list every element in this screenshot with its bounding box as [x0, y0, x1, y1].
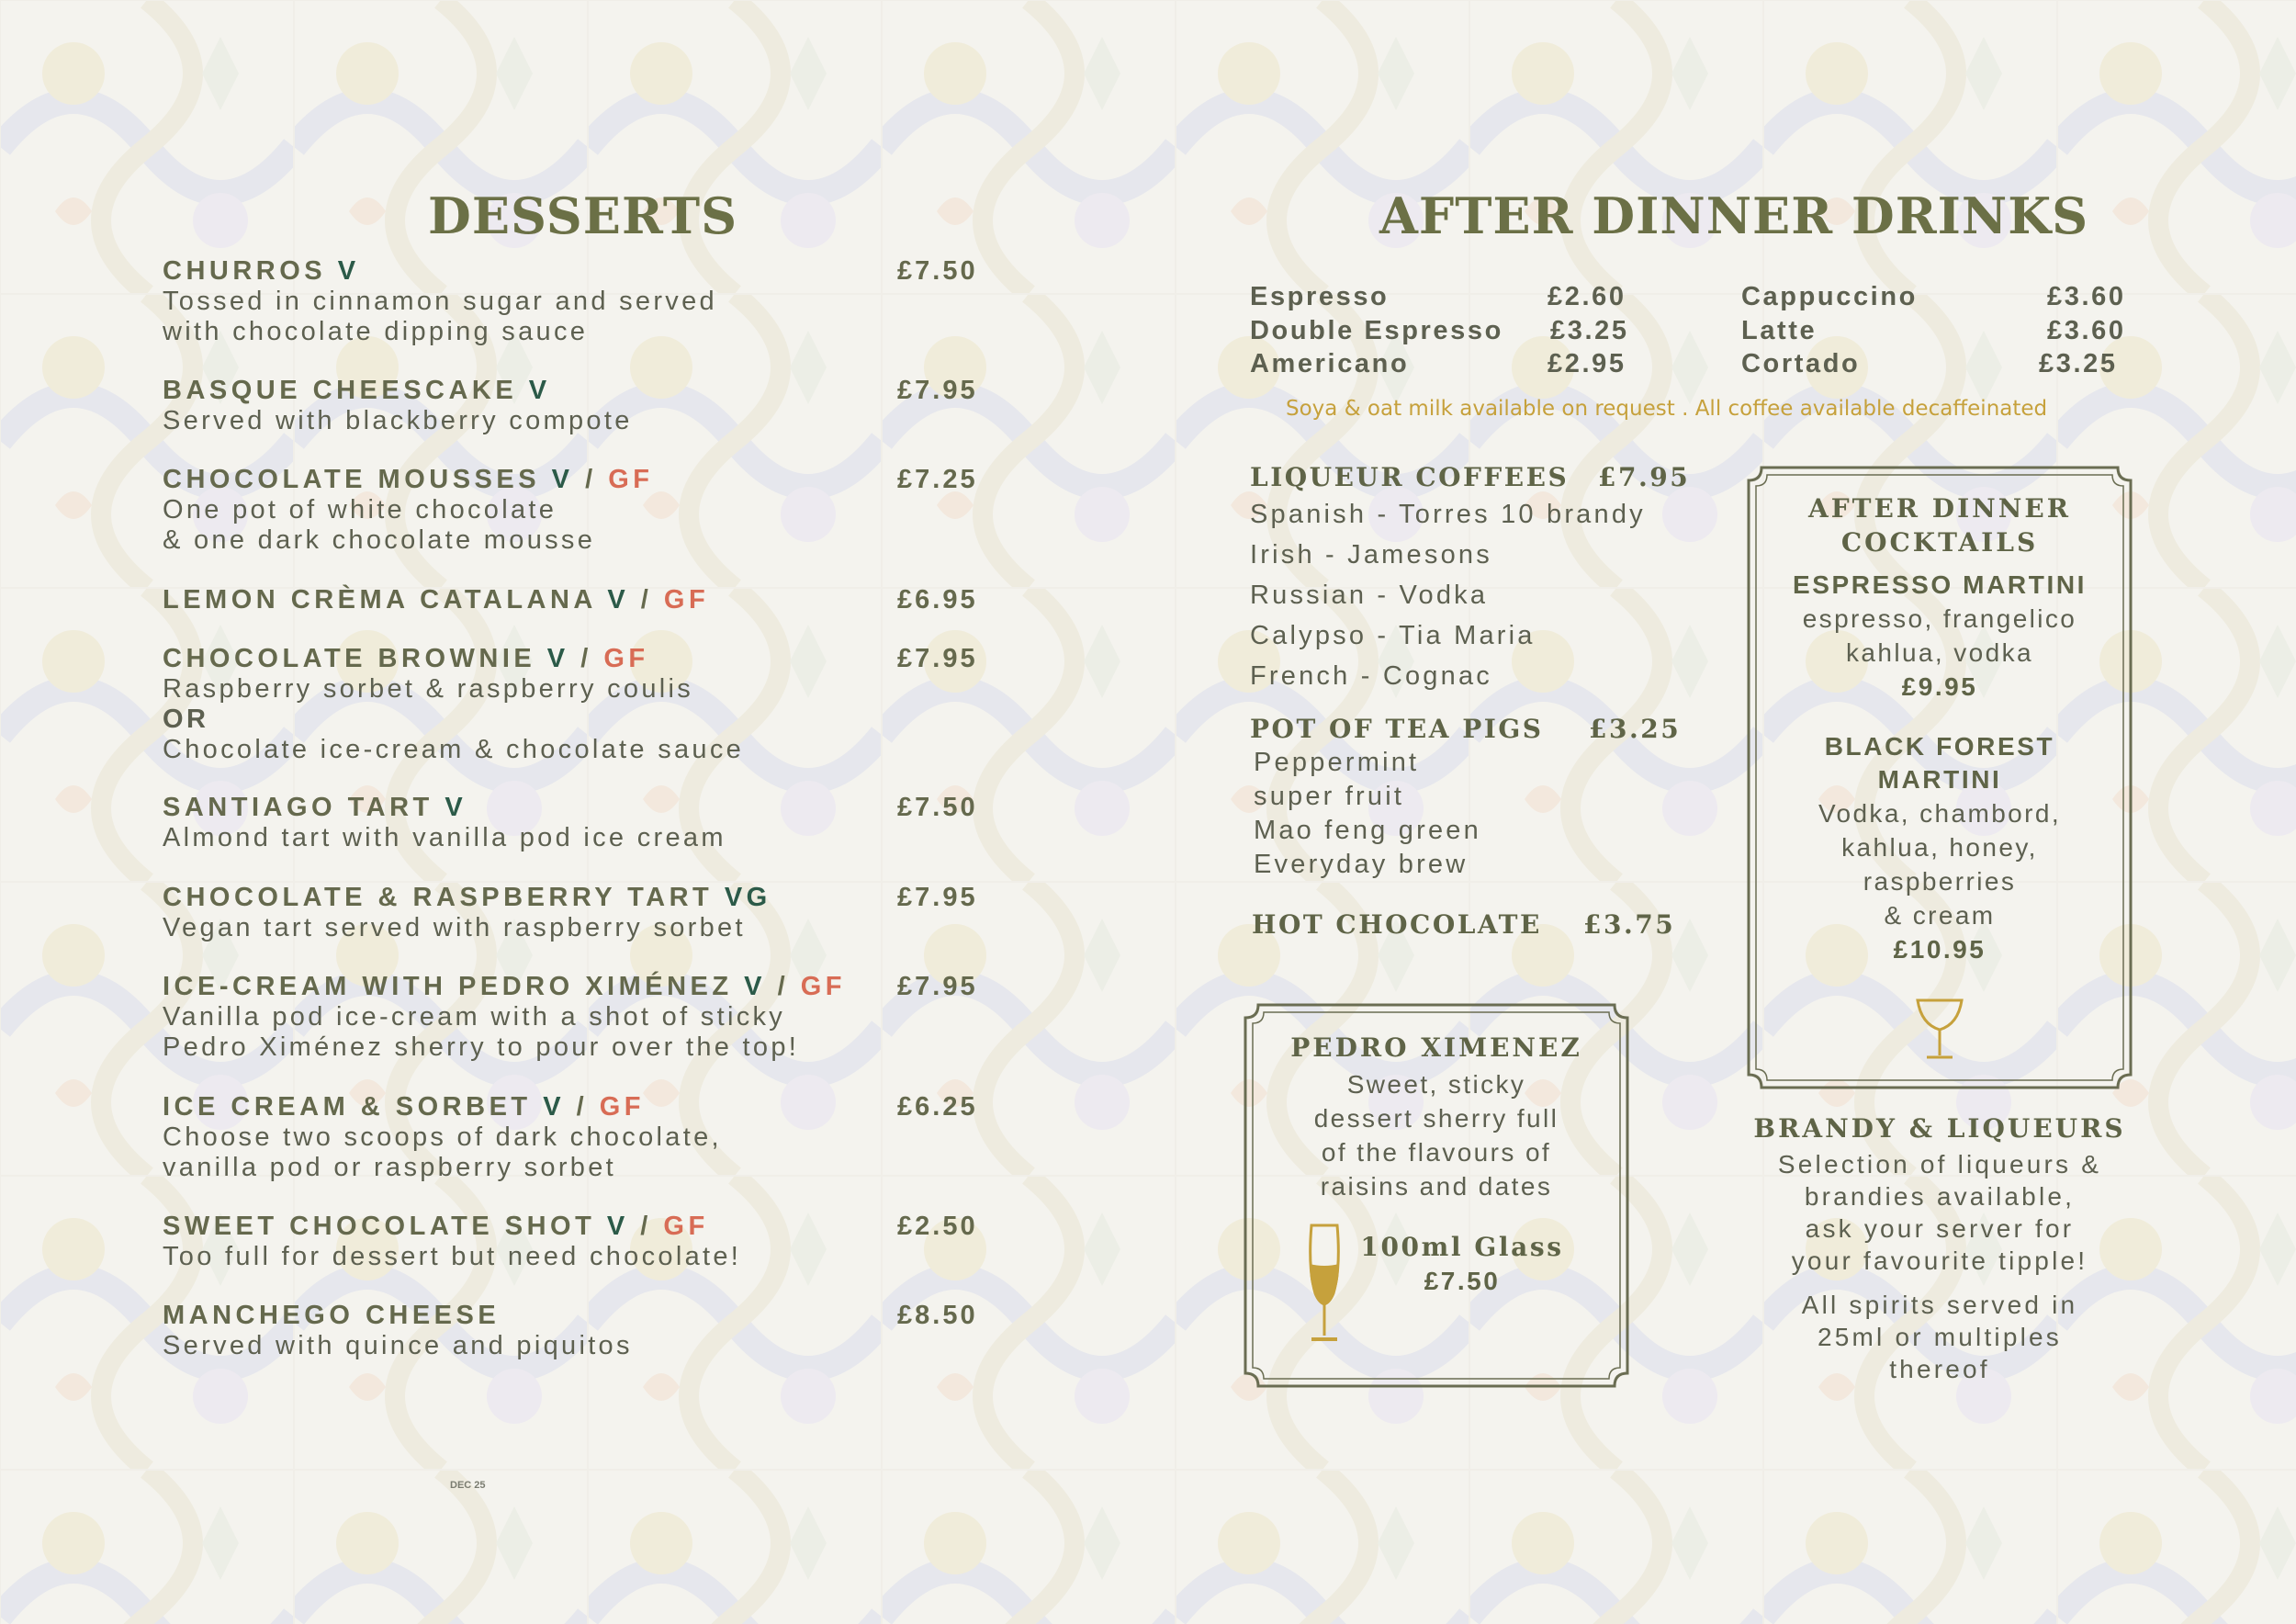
gluten-free-tag: GF	[599, 1092, 645, 1122]
note-line: All spirits served in	[1801, 1291, 2078, 1319]
coffee-price: £3.25	[1550, 316, 1629, 345]
cocktail-desc: kahlua, vodka	[1846, 638, 2033, 667]
dessert-price: £7.50	[897, 256, 978, 286]
spirits-note	[1745, 1289, 2134, 1385]
list-item: Calypso - Tia Maria	[1250, 621, 1536, 650]
list-item: Irish - Jamesons	[1250, 540, 1492, 570]
martini-glass-icon	[1912, 997, 1967, 1063]
dessert-name	[163, 255, 1007, 287]
vegetarian-tag: V	[607, 585, 630, 615]
dessert-name-text: SWEET CHOCOLATE SHOT	[163, 1212, 596, 1241]
liqueur-coffees-heading: LIQUEUR COFFEES	[1250, 462, 1570, 492]
dessert-price: £7.95	[897, 972, 978, 1001]
dessert-description: & one dark chocolate mousse	[163, 525, 596, 555]
vegetarian-tag: V	[543, 1092, 566, 1122]
coffee-name: Cortado	[1741, 349, 1861, 378]
dessert-price: £7.50	[897, 793, 978, 822]
dessert-description: Pedro Ximénez sherry to pour over the top!	[163, 1032, 800, 1062]
tea-list	[1254, 746, 1481, 882]
gluten-free-tag: GF	[800, 972, 846, 1001]
pedro-size: 100ml Glass	[1360, 1232, 1564, 1262]
tag-separator: /	[640, 585, 653, 615]
dessert-description: Choose two scoops of dark chocolate,	[163, 1122, 722, 1152]
dessert-description: Served with quince and piquitos	[163, 1331, 633, 1360]
cocktail-desc: Vodka, chambord,	[1818, 799, 2062, 828]
coffee-price: £2.60	[1548, 282, 1626, 311]
liqueur-coffees-price: £7.95	[1598, 462, 1691, 492]
dessert-name-text: CHOCOLATE & RASPBERRY TART	[163, 883, 714, 912]
milk-note: Soya & oat milk available on request . All coffee available decaffeinated	[1286, 397, 2048, 421]
cocktails-heading	[1745, 491, 2134, 559]
gluten-free-tag: GF	[608, 465, 654, 494]
tag-separator: /	[580, 644, 592, 673]
dessert-description: Vegan tart served with raspberry sorbet	[163, 913, 746, 942]
brandy-desc	[1745, 1148, 2134, 1277]
cocktail-name: ESPRESSO MARTINI	[1792, 570, 2088, 599]
brandy-heading: BRANDY & LIQUEURS	[1753, 1113, 2126, 1144]
dessert-name	[163, 584, 1007, 615]
dessert-name	[163, 792, 1007, 823]
dessert-description: with chocolate dipping sauce	[163, 317, 589, 346]
dessert-description: Served with blackberry compote	[163, 406, 633, 435]
dessert-item	[163, 1300, 1007, 1361]
dessert-item	[163, 1211, 1007, 1272]
hot-chocolate-heading: HOT CHOCOLATE	[1252, 909, 1542, 940]
vegetarian-tag: VG	[724, 883, 771, 912]
dessert-description: Vanilla pod ice-cream with a shot of sticky	[163, 1002, 786, 1032]
vegetarian-tag: V	[606, 1212, 629, 1241]
cocktail-desc: raspberries	[1863, 867, 2017, 896]
dessert-description: Almond tart with vanilla pod ice cream	[163, 823, 726, 852]
vegetarian-tag: V	[744, 972, 767, 1001]
dessert-item	[163, 584, 1007, 615]
vegetarian-tag: V	[528, 376, 551, 405]
dessert-item	[163, 792, 1007, 853]
hot-chocolate-price: £3.75	[1583, 909, 1676, 940]
tea-price: £3.25	[1589, 714, 1682, 744]
vegetarian-tag: V	[445, 793, 467, 822]
drinks-title: AFTER DINNER DRINKS	[1379, 186, 2089, 245]
coffee-name: Latte	[1741, 316, 1818, 345]
dessert-price: £7.95	[897, 376, 978, 405]
dessert-item	[163, 255, 1007, 347]
tea-heading: POT OF TEA PIGS	[1250, 714, 1544, 744]
dessert-item	[163, 971, 1007, 1063]
note-line: thereof	[1889, 1355, 1990, 1383]
dessert-price: £6.95	[897, 585, 978, 615]
pedro-price: £7.50	[1424, 1267, 1501, 1295]
dessert-name	[163, 971, 1007, 1002]
dessert-name	[163, 1300, 1007, 1331]
sherry-glass-icon	[1302, 1222, 1346, 1345]
dessert-name-text: ICE-CREAM WITH PEDRO XIMÉNEZ	[163, 972, 745, 1001]
pedro-heading: PEDRO XIMENEZ	[1290, 1032, 1582, 1063]
or-divider: OR	[163, 705, 209, 734]
cocktail-name: MARTINI	[1877, 765, 2002, 794]
dessert-item	[163, 882, 1007, 943]
dessert-price: £7.25	[897, 465, 978, 494]
coffee-price: £2.95	[1548, 349, 1626, 378]
dessert-description: Too full for dessert but need chocolate!	[163, 1242, 742, 1271]
coffee-price: £3.25	[2039, 349, 2118, 378]
desc-line: raisins and dates	[1320, 1172, 1553, 1201]
coffee-name: Espresso	[1250, 282, 1390, 311]
tag-separator: /	[576, 1092, 589, 1122]
dessert-name-text: SANTIAGO TART	[163, 793, 433, 822]
dessert-name	[163, 643, 1007, 674]
dessert-item	[163, 1091, 1007, 1183]
dessert-price: £8.50	[897, 1301, 978, 1330]
dessert-name	[163, 464, 1007, 495]
dessert-name	[163, 1091, 1007, 1122]
dessert-description: vanilla pod or raspberry sorbet	[163, 1153, 616, 1182]
cocktail-price: £9.95	[1901, 672, 1978, 701]
cocktail-item	[1745, 569, 2134, 704]
vegetarian-tag: V	[337, 256, 360, 286]
list-item: Everyday brew	[1254, 850, 1469, 879]
desc-line: ask your server for	[1805, 1214, 2075, 1243]
cocktail-desc: espresso, frangelico	[1802, 604, 2077, 633]
coffee-name: Americano	[1250, 349, 1410, 378]
desc-line: dessert sherry full	[1313, 1104, 1559, 1133]
vegetarian-tag: V	[546, 644, 569, 673]
heading-line: COCKTAILS	[1840, 527, 2039, 558]
dessert-item	[163, 643, 1007, 765]
cocktail-name: BLACK FOREST	[1824, 732, 2055, 761]
list-item: French - Cognac	[1250, 661, 1492, 691]
dessert-price: £6.25	[897, 1092, 978, 1122]
coffee-name: Cappuccino	[1741, 282, 1918, 311]
gluten-free-tag: GF	[663, 585, 710, 615]
dessert-price: £2.50	[897, 1212, 978, 1241]
heading-line: AFTER DINNER	[1808, 493, 2071, 524]
desc-line: brandies available,	[1804, 1182, 2076, 1211]
dessert-name-text: ICE CREAM & SORBET	[163, 1092, 544, 1122]
cocktail-price: £10.95	[1893, 935, 1986, 964]
dessert-name-text: BASQUE CHEESCAKE	[163, 376, 518, 405]
gluten-free-tag: GF	[603, 644, 649, 673]
cocktail-item	[1745, 730, 2134, 966]
dessert-name-text: CHURROS	[163, 256, 327, 286]
desserts-title: DESSERTS	[428, 186, 738, 245]
dessert-name	[163, 882, 1007, 913]
list-item: Mao feng green	[1254, 816, 1481, 845]
pedro-desc	[1242, 1067, 1631, 1203]
coffee-price: £3.60	[2047, 282, 2126, 311]
dessert-description: One pot of white chocolate	[163, 495, 557, 524]
list-item: Russian - Vodka	[1250, 581, 1489, 610]
tag-separator: /	[585, 465, 597, 494]
cocktails-box	[1745, 464, 2134, 1091]
tag-separator: /	[640, 1212, 652, 1241]
dessert-name-text: LEMON CRÈMA CATALANA	[163, 585, 596, 615]
vegetarian-tag: V	[551, 465, 574, 494]
tag-separator: /	[777, 972, 790, 1001]
dessert-name-text: MANCHEGO CHEESE	[163, 1301, 501, 1330]
coffee-name: Double Espresso	[1250, 316, 1503, 345]
desc-line: of the flavours of	[1321, 1138, 1552, 1167]
dessert-name	[163, 1211, 1007, 1242]
dessert-item	[163, 464, 1007, 556]
cocktail-desc: kahlua, honey,	[1841, 833, 2038, 862]
list-item: super fruit	[1254, 782, 1405, 811]
cocktail-desc: & cream	[1884, 901, 1996, 930]
gluten-free-tag: GF	[663, 1212, 709, 1241]
desc-line: Selection of liqueurs &	[1777, 1150, 2102, 1179]
dessert-price: £7.95	[897, 644, 978, 673]
dessert-name-text: CHOCOLATE MOUSSES	[163, 465, 552, 494]
dessert-item	[163, 375, 1007, 436]
footer-code: DEC 25	[450, 1480, 486, 1491]
list-item: Spanish - Torres 10 brandy	[1250, 500, 1646, 529]
dessert-name-text: CHOCOLATE BROWNIE	[163, 644, 536, 673]
dessert-name	[163, 375, 1007, 406]
dessert-description: Tossed in cinnamon sugar and served	[163, 287, 717, 316]
desc-line: Sweet, sticky	[1346, 1070, 1526, 1099]
dessert-description: Chocolate ice-cream & chocolate sauce	[163, 735, 745, 764]
coffee-price: £3.60	[2047, 316, 2126, 345]
list-item: Peppermint	[1254, 748, 1420, 777]
desc-line: your favourite tipple!	[1791, 1246, 2088, 1275]
dessert-description: Raspberry sorbet & raspberry coulis	[163, 674, 694, 704]
dessert-price: £7.95	[897, 883, 978, 912]
pedro-ximenez-box	[1242, 1001, 1631, 1390]
note-line: 25ml or multiples	[1817, 1323, 2063, 1351]
liqueur-coffees-list	[1250, 494, 1646, 696]
